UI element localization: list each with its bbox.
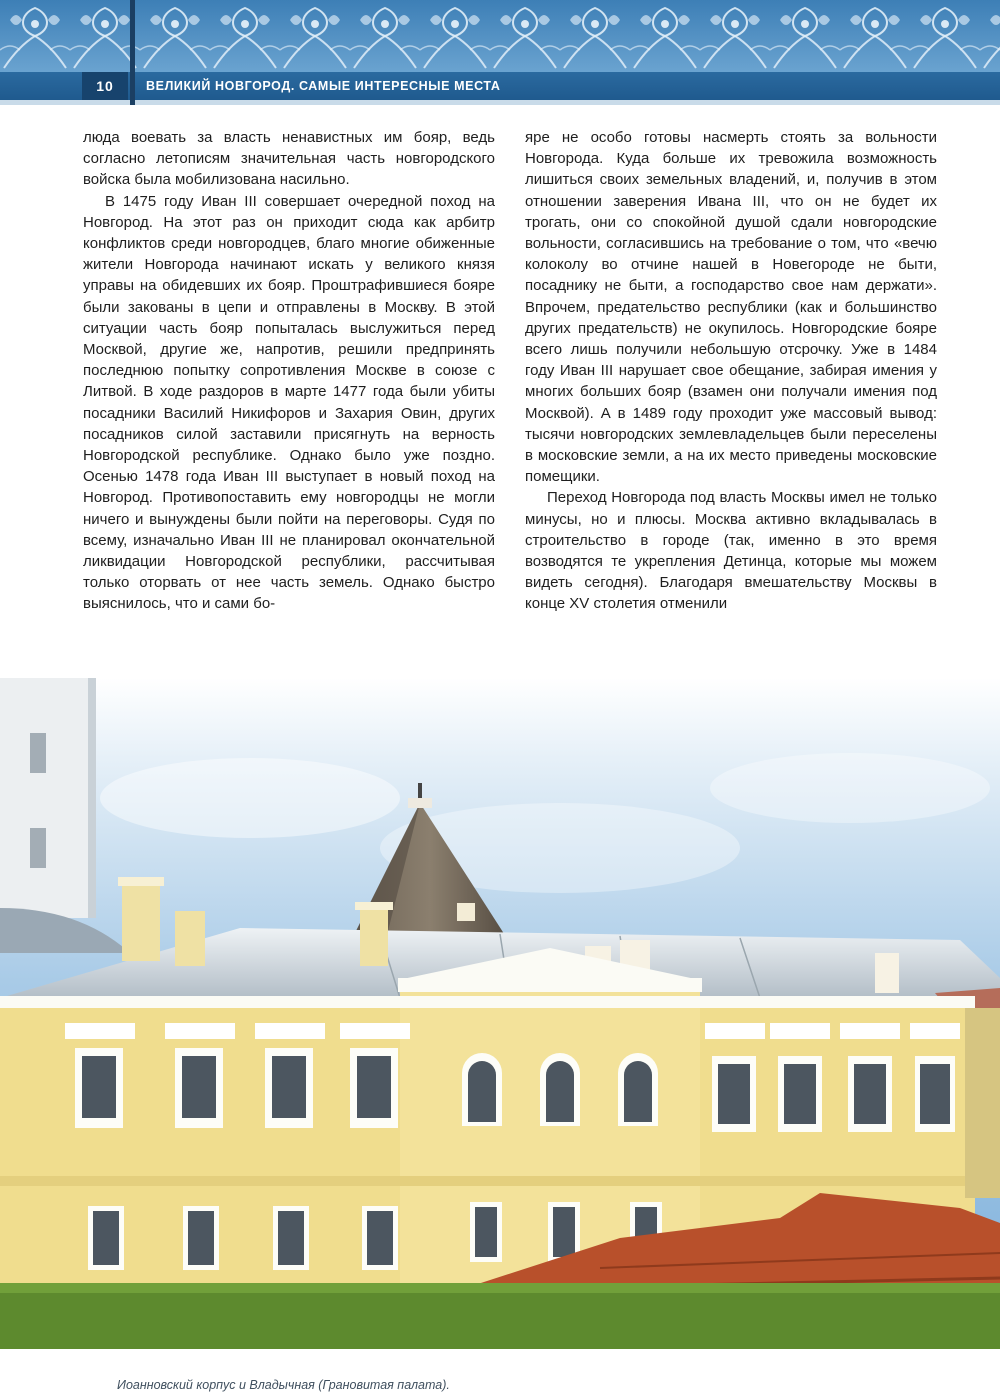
- page-number: 10: [82, 72, 128, 100]
- text-column-right: [525, 127, 937, 615]
- running-title: ВЕЛИКИЙ НОВГОРОД. САМЫЕ ИНТЕРЕСНЫЕ МЕСТА: [146, 79, 501, 93]
- text-column-left: [83, 127, 495, 615]
- header-rule: [0, 100, 1000, 105]
- paragraph: В 1475 году Иван III совершает очередной поход на Новгород. На этот раз он приходит сюда как арбитр конфликтов среди новгородцев, благо многие обиженные жители Новгорода начинают искать у великого князя управы на обидевших их бояр. Проштрафившиеся бояре были закованы в цепи и отправлены в Москву. В этой ситуации часть бояр попыталась выслужиться перед Москвой, другие же, напротив, решили предпринять последнюю попытку сопротивления Москве в союзе с Литвой. В ходе раздоров в марте 1477 года были убиты посадники Василий Никифоров и Захария Овин, других посадников силой заставили присягнуть на верность Новгородской республике. Однако было уже поздно. Осенью 1478 года Иван III выступает в новый поход на Новгород. Противопоставить ему новгородцы не могли ничего и вынуждены были пойти на переговоры. Судя по всему, изначально Иван III не планировал окончательной ликвидации Новгородской республики, рассчитывая только оторвать от нее часть земель. Однако быстро выяснилось, что и сами бо-: [83, 192, 495, 613]
- paragraph: яре не особо готовы насмерть стоять за вольности Новгорода. Куда больше их тревожила возможность лишиться своих земельных владений, и, получив в этом отношении заверения Ивана III, что он не будет их трогать, они со спокойной душой сдали новгородские вольности, согласившись на требование о том, что «вечю колоколу во отчине нашей в Новегороде не быти, посаднику не быти, а господарство свое нам держати». Впрочем, предательство республики (как и большинство других предательств) не окупилось. Новгородские бояре всего лишь получили небольшую отсрочку. Уже в 1484 году Иван III нарушает свое обещание, забирая имения у многих больших бояр (взамен они получали имения под Москвой). А в 1489 году проходит уже массовый вывод: тысячи новгородских землевладельцев были переселены в московские земли, а на их место приведены московские помещики.: [525, 129, 937, 486]
- ornament-band: [0, 0, 1000, 72]
- header-divider: [130, 0, 135, 105]
- photo-caption: Иоанновский корпус и Владычная (Грановитая палата).: [117, 1378, 450, 1392]
- photo-illustration: [0, 678, 1000, 1349]
- paragraph: люда воевать за власть ненавистных им бояр, ведь согласно летописям значительная часть новгородского войска была мобилизована насильно.: [83, 129, 495, 189]
- paragraph: Переход Новгорода под власть Москвы имел не только минусы, но и плюсы. Москва активно вкладывалась в строительство в городе (так, именно в это время возводятся те укрепления Детинца, которые мы можем видеть сегодня). Благодаря вмешательству Москвы в конце XV столетия отменили: [525, 489, 937, 613]
- building-photo: [0, 678, 1000, 1392]
- page-header: [0, 0, 1000, 105]
